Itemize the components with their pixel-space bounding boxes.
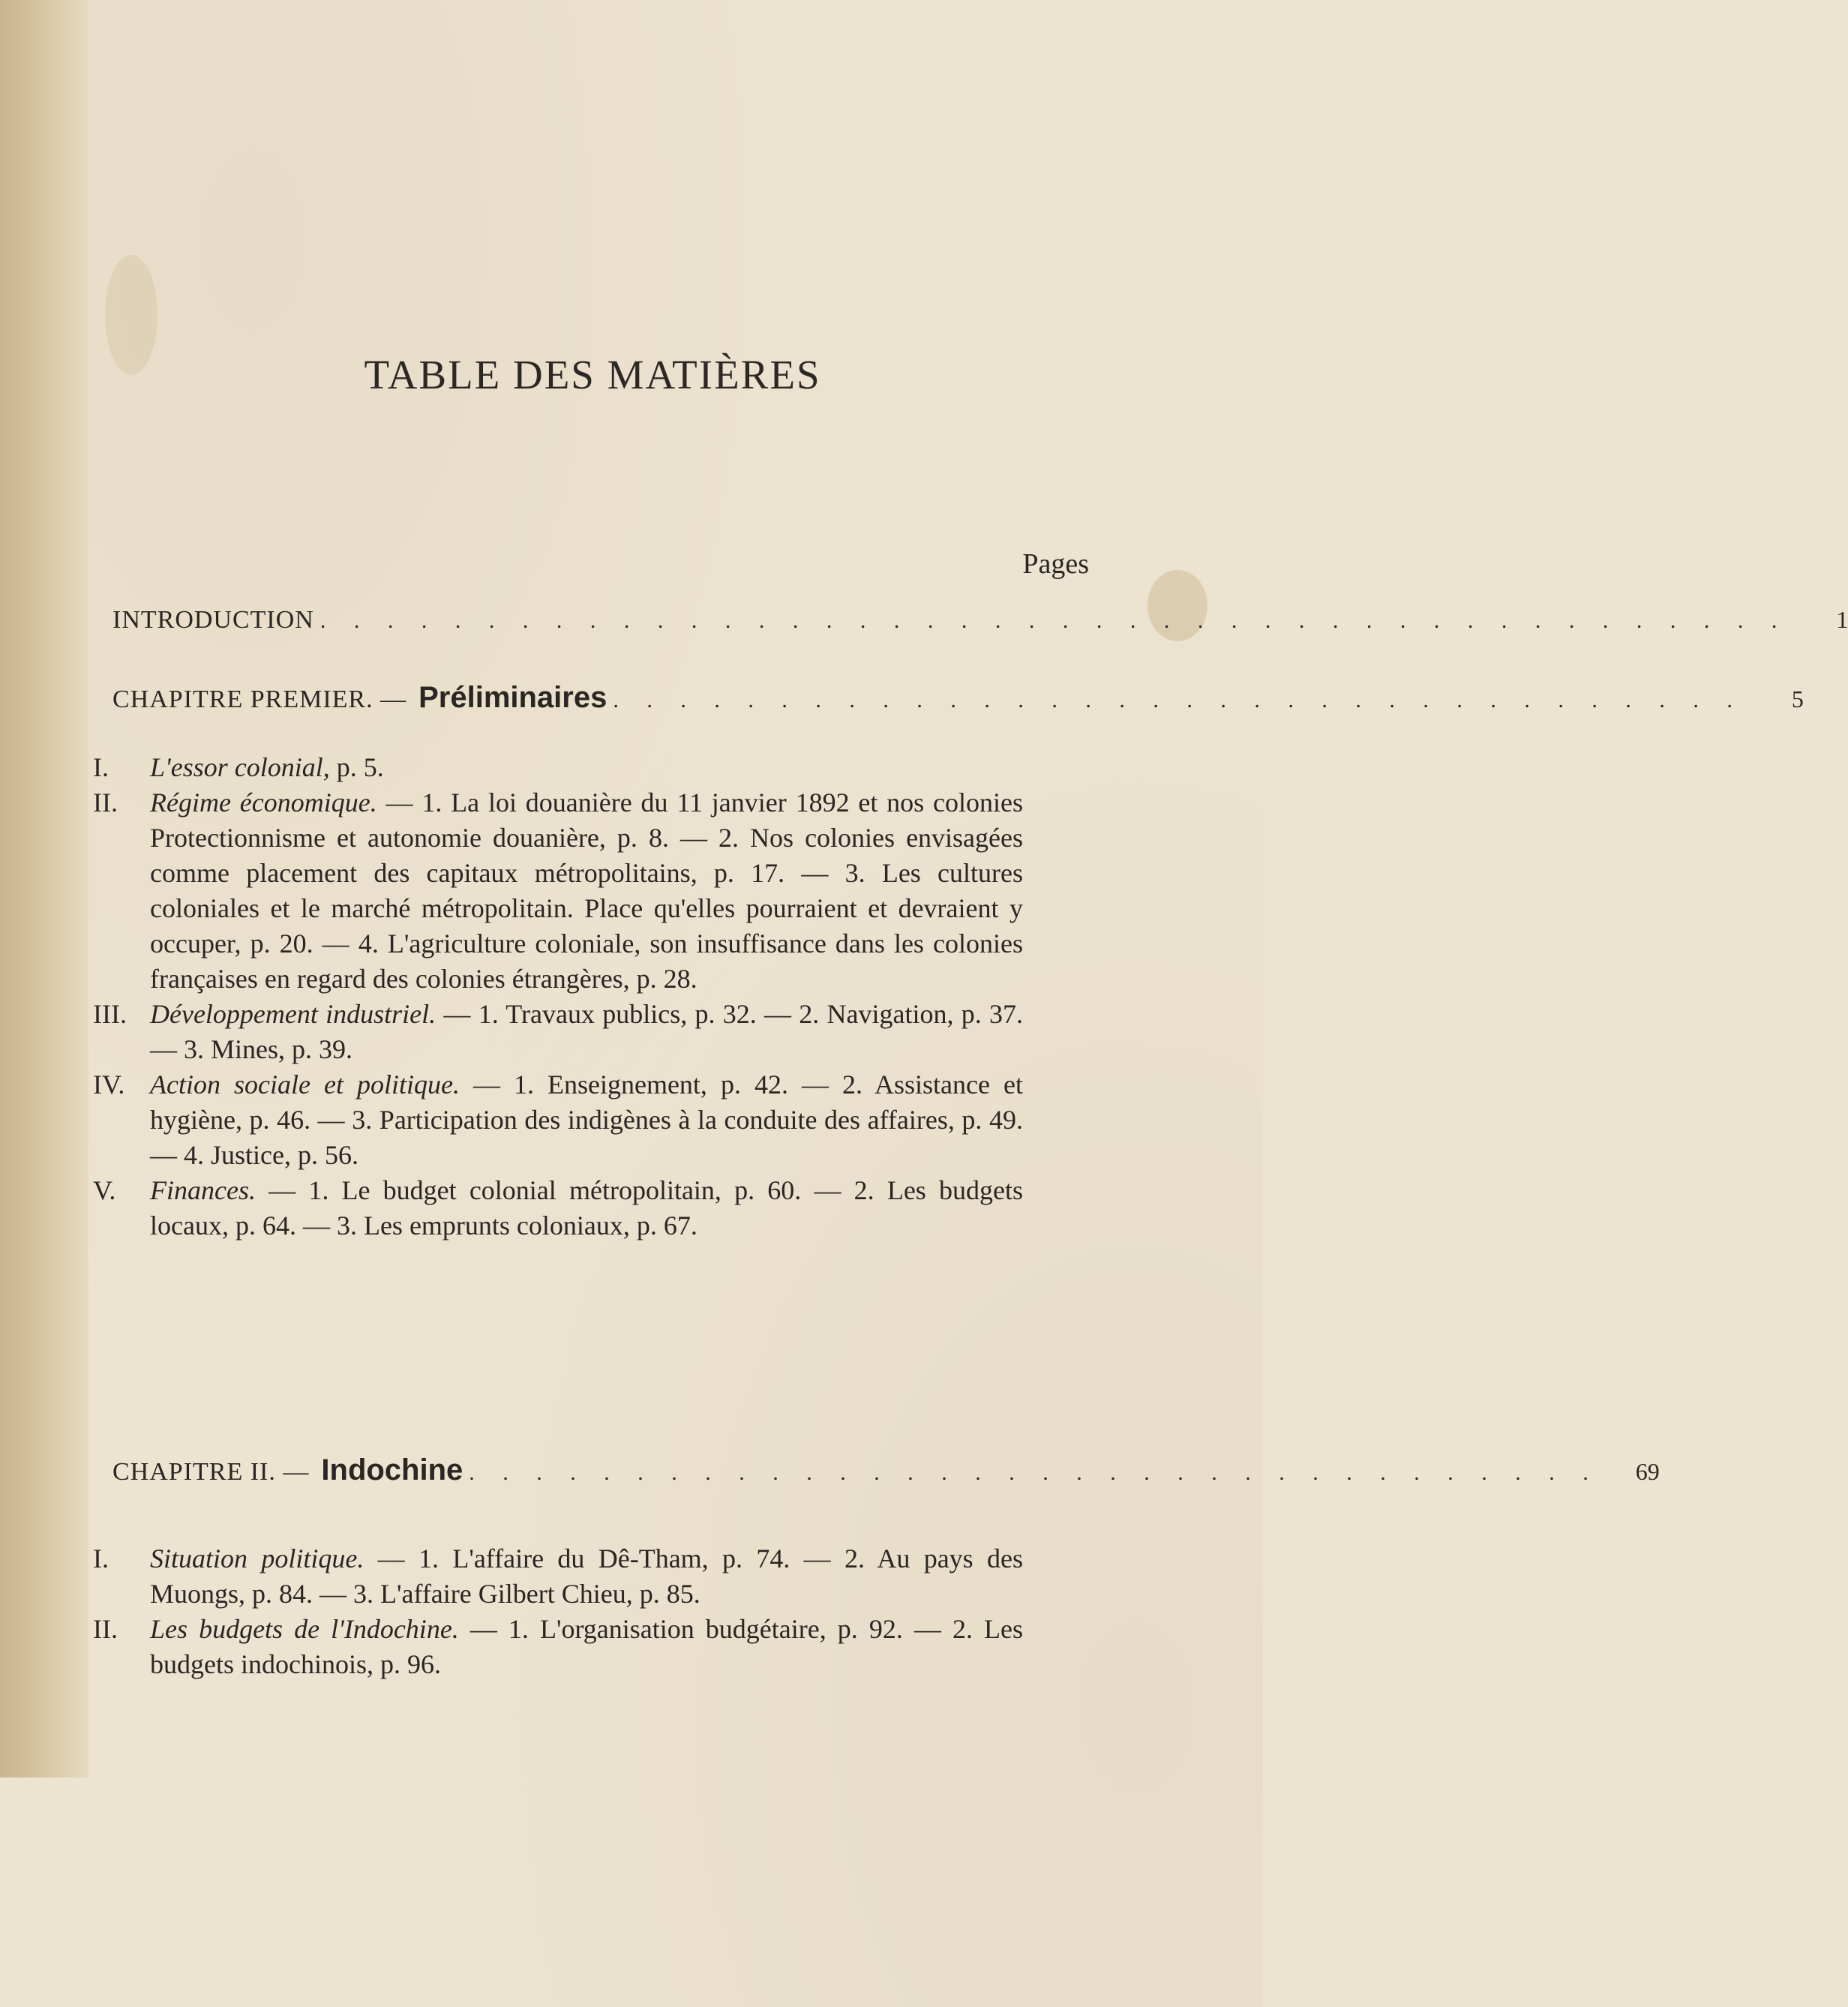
binding-edge: [0, 0, 88, 1778]
section-entry: [93, 1541, 1023, 1612]
pages-column-header: Pages: [1022, 548, 1089, 580]
introduction-label: INTRODUCTION: [112, 606, 314, 634]
toc-entry-introduction: [112, 606, 1848, 634]
section-entry: [93, 1067, 1023, 1173]
section-entry: [93, 750, 1023, 785]
section-entry: [93, 785, 1023, 997]
section-title: Développement industriel.: [150, 999, 436, 1029]
chapter-2-sections: [93, 1541, 1023, 1682]
section-text: — 1. L'organisation budgétaire, p. 92. — 2. Les budgets indochinois, p. 96.: [150, 1614, 1023, 1679]
leader-dots: . . . . . . . . . . . . . . . . . . . . . . . . . . . . . . . . . .: [469, 1460, 1600, 1485]
section-title: Finances.: [150, 1175, 256, 1205]
chapter-2-label: CHAPITRE II. —: [112, 1458, 310, 1486]
section-title: L'essor colonial,: [150, 752, 330, 782]
toc-entry-chapter-2: [112, 1454, 1660, 1487]
section-title: Les budgets de l'Indochine.: [150, 1614, 459, 1644]
section-title: Situation politique.: [150, 1544, 364, 1574]
section-text: p. 5.: [329, 752, 384, 782]
section-text: — 1. La loi douanière du 11 janvier 1892 et nos colonies Protectionnisme et autonomie douanière, p. 8. — 2. Nos colonies envisagées comme placement des capitaux métropolitains, p. 17. — 3. Les cultures coloniales et le marché métropolitain. Place qu'elles pourraient et devraient y occuper, p. 20. — 4. L'agriculture coloniale, son insuffisance dans les colonies françaises en regard des colonies étrangères, p. 28.: [150, 788, 1023, 994]
chapter-2-page-number: 69: [1635, 1458, 1660, 1485]
section-text: — 1. L'affaire du Dê-Tham, p. 74. — 2. Au pays des Muongs, p. 84. — 3. L'affaire Gilbert Chieu, p. 85.: [150, 1544, 1024, 1609]
leader-dots: . . . . . . . . . . . . . . . . . . . . . . . . . . . . . . . . . . . . . . . . . . . .: [320, 608, 1789, 633]
page-title: TABLE DES MATIÈRES: [364, 352, 821, 398]
section-text: — 1. Enseignement, p. 42. — 2. Assistance et hygiène, p. 46. — 3. Participation des indigènes à la conduite des affaires, p. 49. — 4. Justice, p. 56.: [150, 1070, 1023, 1170]
section-text: — 1. Le budget colonial métropolitain, p. 60. — 2. Les budgets locaux, p. 64. — 3. Les emprunts coloniaux, p. 67.: [150, 1175, 1023, 1240]
section-text: — 1. Travaux publics, p. 32. — 2. Navigation, p. 37. — 3. Mines, p. 39.: [150, 999, 1023, 1064]
chapter-1-label: CHAPITRE PREMIER. —: [112, 686, 407, 713]
section-entry: [93, 1612, 1023, 1682]
section-title: Action sociale et politique.: [150, 1070, 460, 1100]
chapter-1-sections: [93, 750, 1023, 1244]
chapter-1-page-number: 5: [1791, 686, 1804, 712]
section-number: IV.: [93, 1070, 125, 1100]
section-number: II.: [93, 1614, 118, 1644]
introduction-page-number: 1: [1836, 606, 1848, 633]
chapter-1-title: Préliminaires: [418, 681, 608, 714]
section-entry: [93, 997, 1023, 1067]
section-title: Régime économique.: [150, 788, 377, 818]
chapter-2-title: Indochine: [321, 1454, 464, 1486]
section-number: II.: [93, 788, 118, 818]
section-number: III.: [93, 999, 127, 1029]
toc-entry-chapter-1: [112, 681, 1804, 715]
section-entry: [93, 1173, 1023, 1244]
section-number: V.: [93, 1175, 116, 1205]
section-number: I.: [93, 752, 109, 782]
section-number: I.: [93, 1544, 109, 1574]
leader-dots: . . . . . . . . . . . . . . . . . . . . . . . . . . . . . . . . . .: [613, 688, 1744, 712]
